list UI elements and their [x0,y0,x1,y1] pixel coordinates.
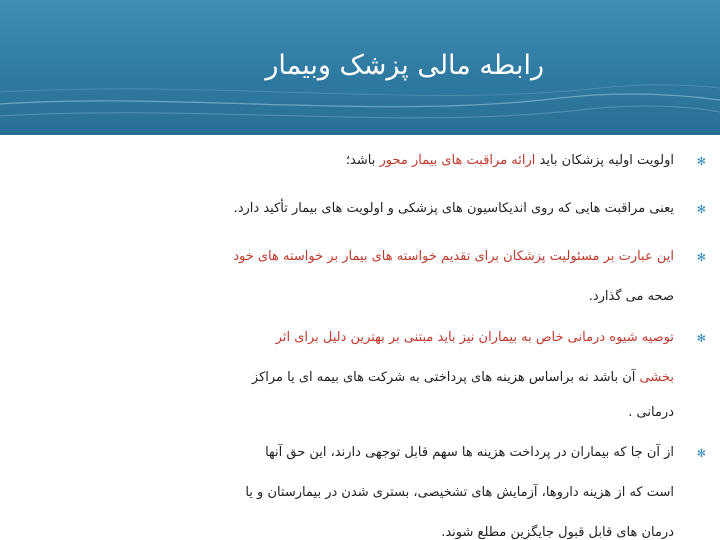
bullet-line [245,485,674,500]
bullet-text: توصیه شیوه درمانی خاص به بیماران نیز باید مبتنی بر بهترین دلیل برای اثر [275,330,674,345]
bullet-text: بخشی [639,370,674,385]
bullet-text: است که از هزینه داروها، آزمایش های تشخیصی، بستری شدن در بیمارستان و یا [245,485,674,500]
star-bullet-icon: ✻ [696,203,706,216]
bullet-text: یعنی مراقبت هایی که روی اندیکاسیون های پزشکی و اولویت های بیمار تأکید دارد. [233,201,674,216]
bullet-line [628,405,674,420]
bullet-text: اولویت اولیه پزشکان باید [539,153,674,168]
bullet-line [589,289,674,304]
title-header [0,0,720,135]
star-bullet-icon: ✻ [696,155,706,168]
bullet-line [252,370,674,385]
bullet-list [0,135,720,540]
bullet-text: این عبارت بر مسئولیت پزشکان برای تقدیم خواسته های بیمار بر خواسته های خود [233,249,674,264]
bullet-text: درمان های قابل قبول جایگزین مطلع شوند. [441,525,674,540]
bullet-line [441,525,674,540]
bullet-line [265,445,674,460]
bullet-text: صحه می گذارد. [588,289,674,304]
star-bullet-icon: ✻ [696,251,706,264]
bullet-text: آن باشد نه براساس هزینه های پرداختی به شرکت های بیمه ای یا مراکز [251,370,640,385]
bullet-line [233,249,674,264]
bullet-text: درمانی . [628,405,674,420]
star-bullet-icon: ✻ [696,447,706,460]
slide-title: رابطه مالی پزشک وبیمار [265,50,544,81]
bullet-text: باشد؛ [345,153,376,168]
bullet-text: از آن جا که بیماران در پرداخت هزینه ها سهم قابل توجهی دارند، این حق آنها [265,445,674,460]
star-bullet-icon: ✻ [696,332,706,345]
bullet-line [234,201,674,216]
bullet-line [276,330,674,345]
bullet-text: ارائه مراقبت های بیمار محور [375,153,540,168]
bullet-line [346,153,674,168]
